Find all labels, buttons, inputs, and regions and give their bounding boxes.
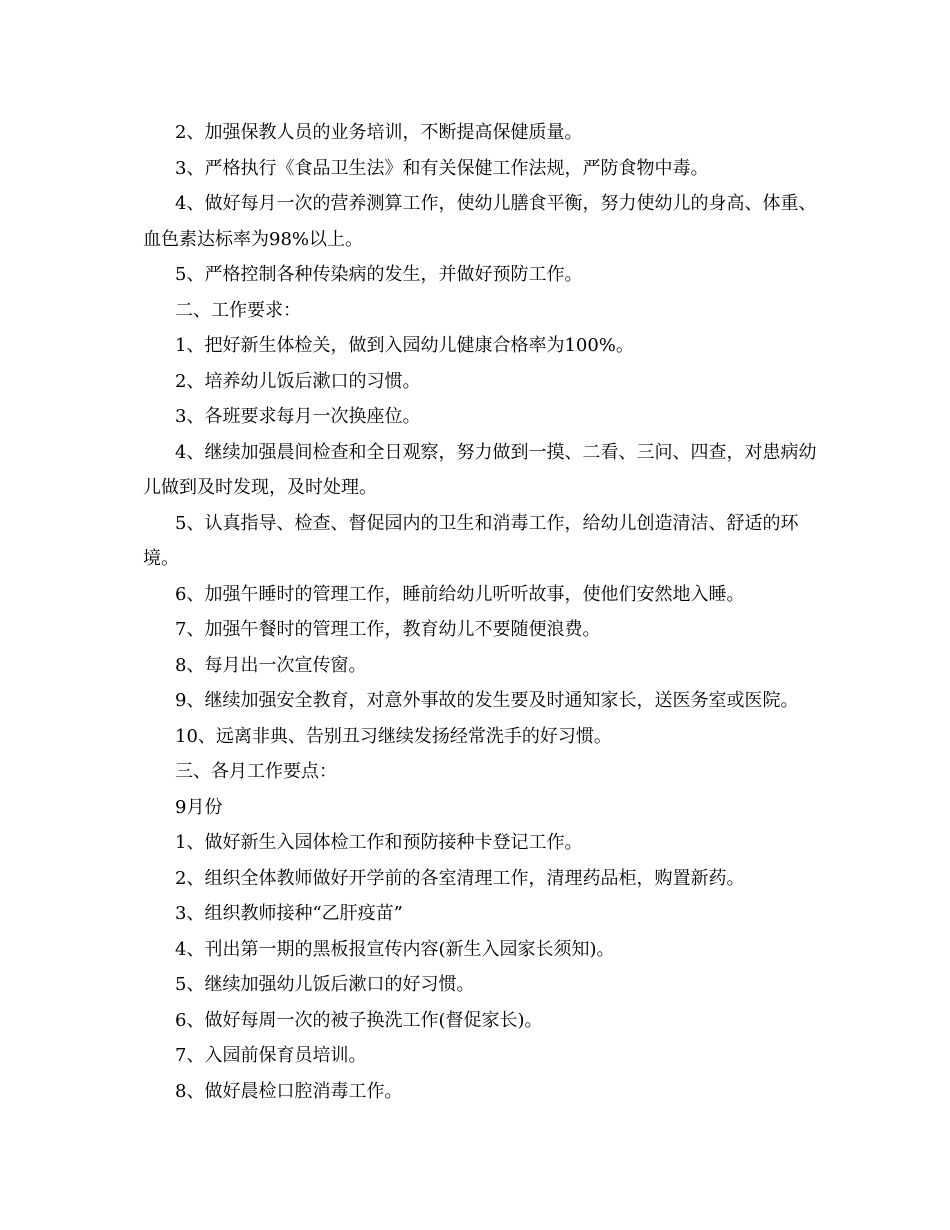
paragraph-23: 6、做好每周一次的被子换洗工作(督促家长)。 <box>175 1009 543 1031</box>
paragraph-7: 2、培养幼儿饭后漱口的习惯。 <box>175 370 421 392</box>
paragraph-22: 5、继续加强幼儿饭后漱口的好习惯。 <box>175 974 475 995</box>
paragraph-14: 9、继续加强安全教育，对意外事故的发生要及时通知家长，送医务室或医院。 <box>175 690 799 711</box>
section-heading-monthly: 三、各月工作要点： <box>175 761 337 782</box>
paragraph-3: 4、做好每月一次的营养测算工作，使幼儿膳食平衡，努力使幼儿的身高、体重、血色素达标率为98%以上。 <box>143 193 817 250</box>
paragraph-4: 5、严格控制各种传染病的发生，并做好预防工作。 <box>175 264 583 285</box>
document-body <box>143 115 823 1109</box>
section-heading-requirements: 二、工作要求： <box>175 299 301 321</box>
paragraph-2: 3、严格执行《食品卫生法》和有关保健工作法规，严防食物中毒。 <box>175 157 709 179</box>
paragraph-24: 7、入园前保育员培训。 <box>175 1045 367 1066</box>
month-heading-september: 9月份 <box>175 796 223 818</box>
paragraph-21: 4、刊出第一期的黑板报宣传内容(新生入园家长须知)。 <box>175 938 615 960</box>
paragraph-15: 10、远离非典、告别丑习继续发扬经常洗手的好习惯。 <box>175 725 612 747</box>
paragraph-9: 4、继续加强晨间检查和全日观察，努力做到一摸、二看、三问、四查，对患病幼儿做到及时发现，及时处理。 <box>143 441 817 498</box>
paragraph-11: 6、加强午睡时的管理工作，睡前给幼儿听听故事，使他们安然地入睡。 <box>175 583 745 605</box>
paragraph-19: 2、组织全体教师做好开学前的各室清理工作，清理药品柜，购置新药。 <box>175 867 745 889</box>
paragraph-20: 3、组织教师接种“乙肝疫苗” <box>175 903 403 924</box>
paragraph-12: 7、加强午餐时的管理工作，教育幼儿不要随便浪费。 <box>175 619 601 640</box>
paragraph-10: 5、认真指导、检查、督促园内的卫生和消毒工作，给幼儿创造清洁、舒适的环境。 <box>143 512 799 569</box>
paragraph-1: 2、加强保教人员的业务培训，不断提高保健质量。 <box>175 122 583 143</box>
paragraph-6: 1、把好新生体检关，做到入园幼儿健康合格率为100%。 <box>175 335 634 356</box>
paragraph-25: 8、做好晨检口腔消毒工作。 <box>175 1080 403 1102</box>
paragraph-8: 3、各班要求每月一次换座位。 <box>175 406 421 427</box>
paragraph-13: 8、每月出一次宣传窗。 <box>175 654 367 676</box>
paragraph-18: 1、做好新生入园体检工作和预防接种卡登记工作。 <box>175 832 583 853</box>
